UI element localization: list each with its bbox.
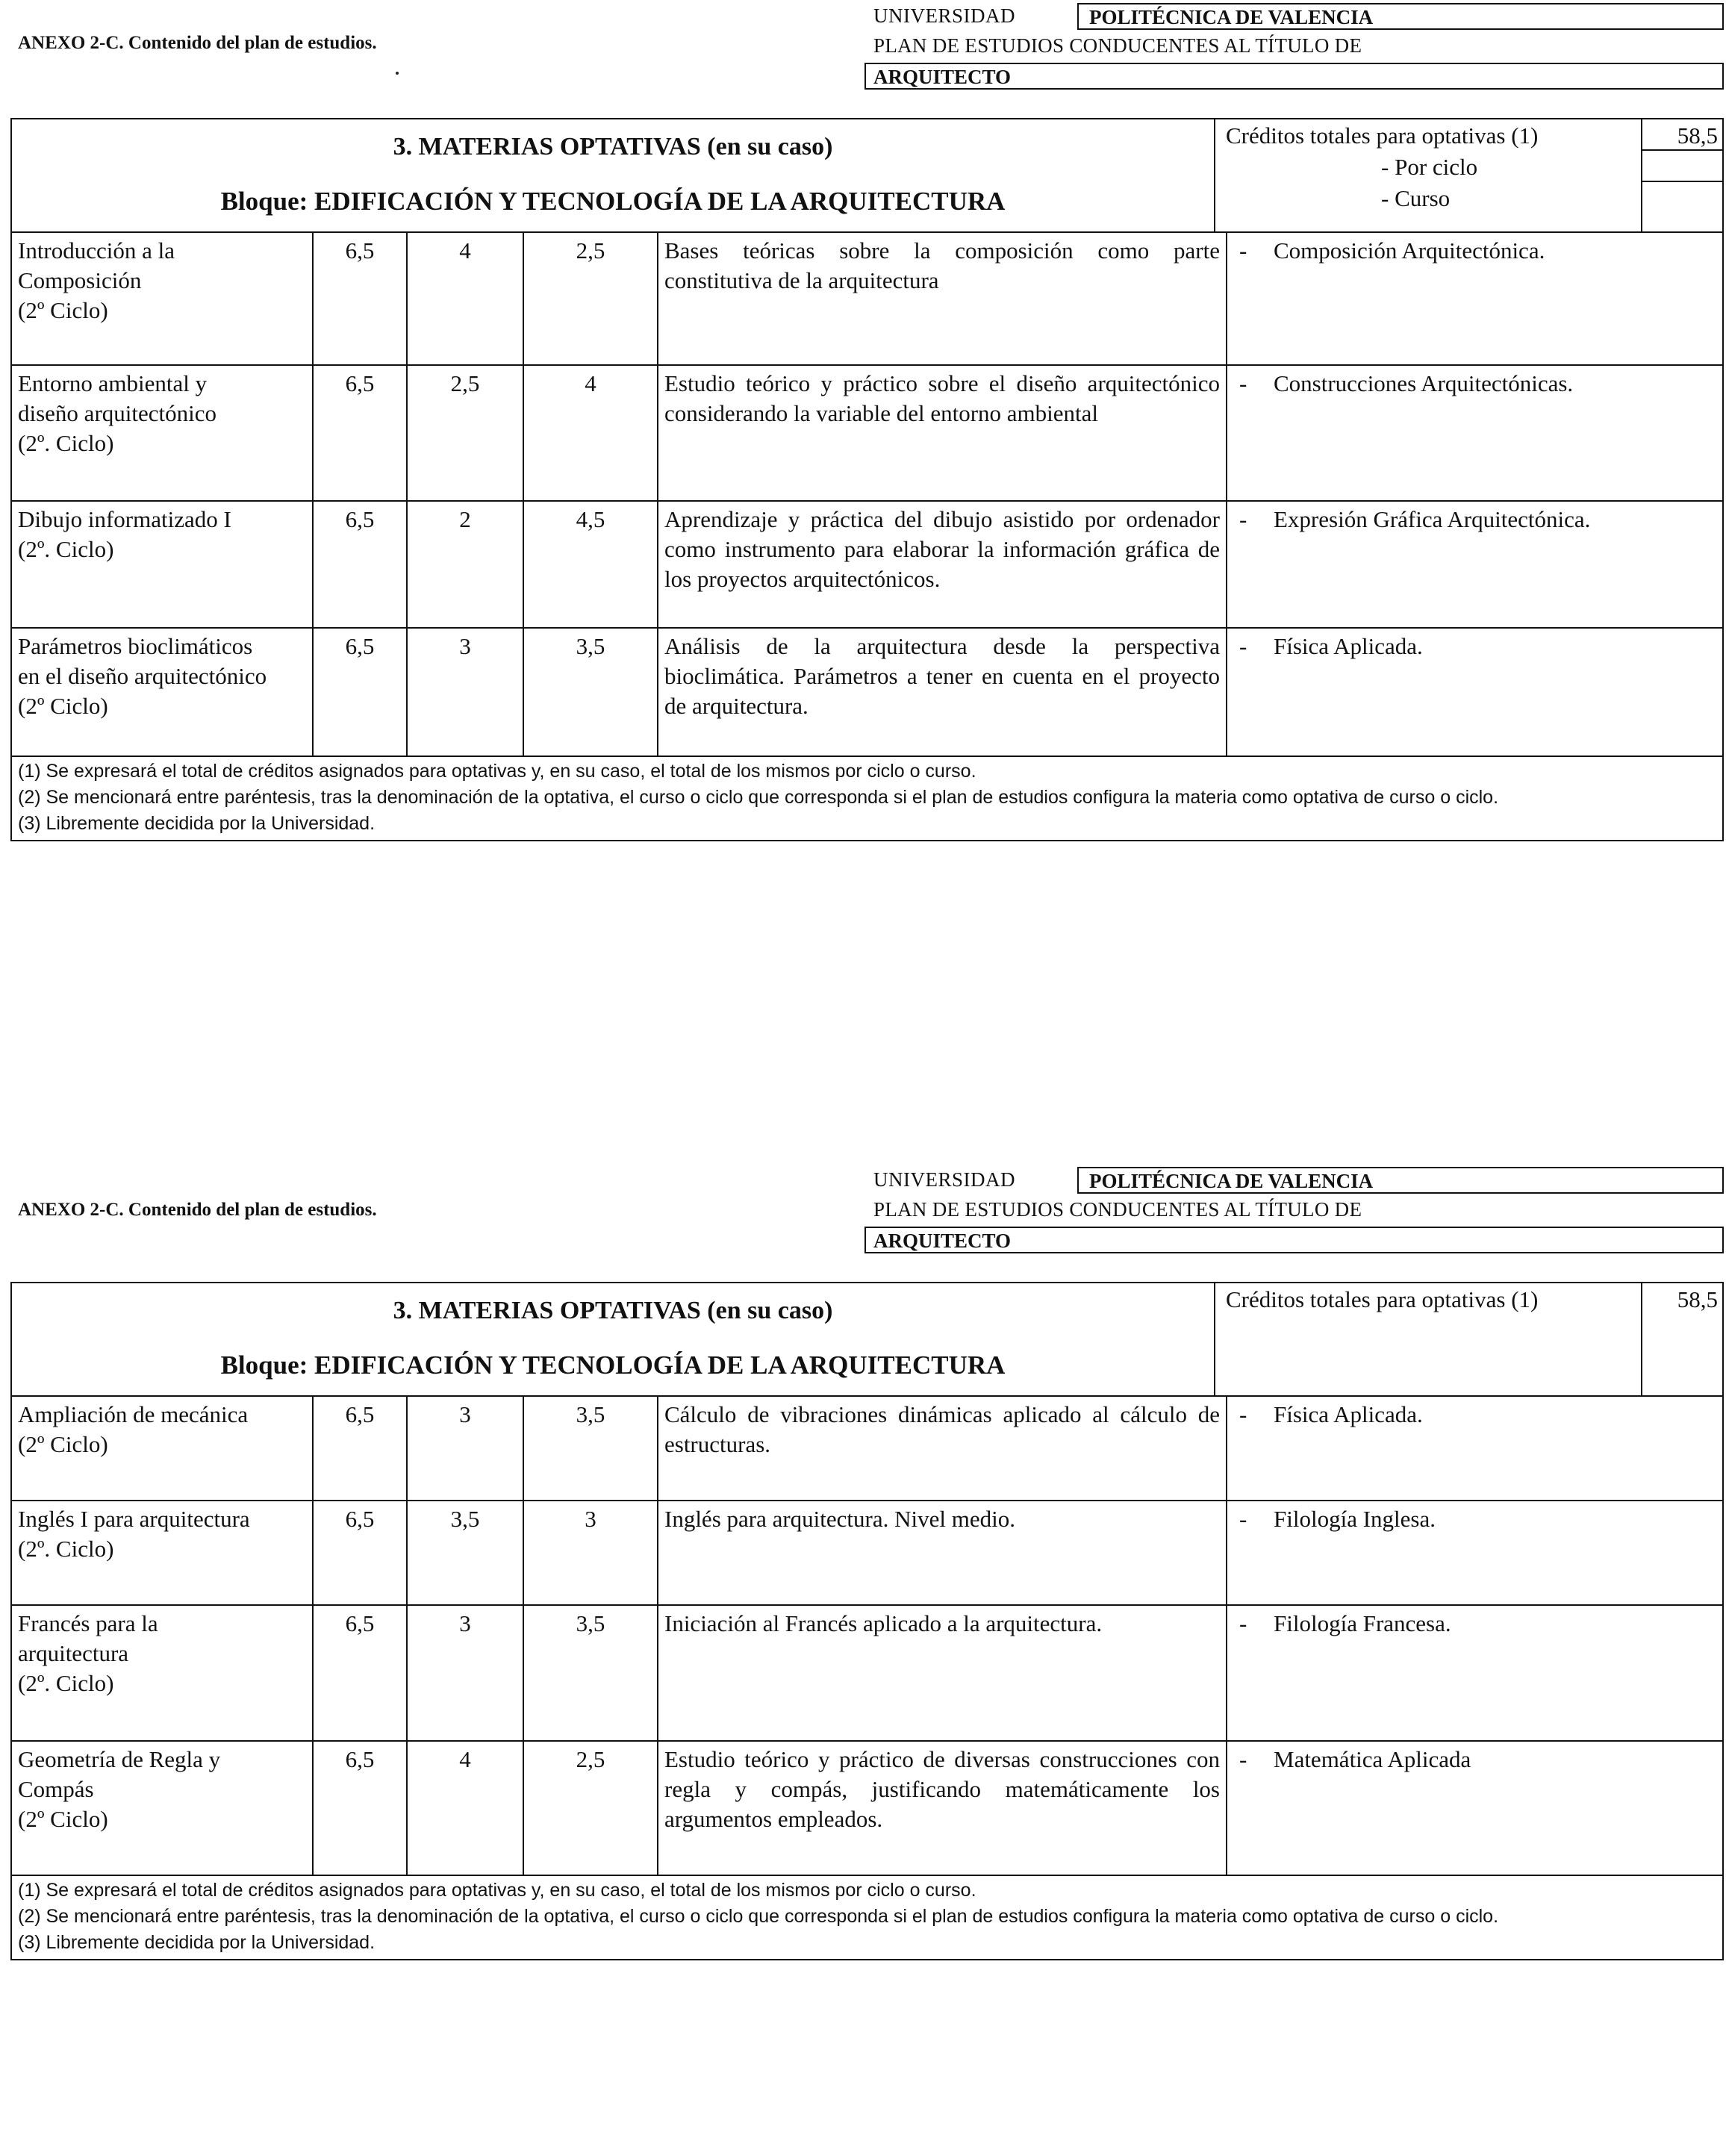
credits-value-cell: [1642, 119, 1722, 231]
subject-name-line: Dibujo informatizado I: [18, 506, 231, 532]
total-credits: 6,5: [314, 1501, 408, 1604]
credits-label: Créditos totales para optativas (1): [1226, 122, 1539, 149]
practice-credits: 4: [524, 366, 658, 500]
per-cycle-label: - Por ciclo: [1381, 154, 1478, 180]
block-title: Bloque: EDIFICACIÓN Y TECNOLOGÍA DE LA ARQUITECTURA: [220, 187, 1006, 216]
subject-name-line: (2º. Ciclo): [18, 430, 114, 456]
credits-value: 58,5: [1677, 1286, 1718, 1312]
subject-description: Estudio teórico y práctico de diversas construcciones con regla y compás, justificando matemáticamente los argumentos empleados.: [658, 1742, 1227, 1875]
total-credits: 6,5: [314, 366, 408, 500]
subject-description: Estudio teórico y práctico sobre el diseño arquitectónico considerando la variable del entorno ambiental: [658, 366, 1227, 500]
subject-name: [12, 629, 314, 755]
knowledge-area-text: Expresión Gráfica Arquitectónica.: [1274, 506, 1591, 532]
table-header: [12, 119, 1722, 233]
bullet-dash: -: [1239, 370, 1247, 396]
credits-label-cell: [1215, 119, 1642, 231]
knowledge-area: [1227, 1606, 1722, 1740]
subject-name-line: (2º. Ciclo): [18, 1536, 114, 1562]
subject-name-line: Introducción a la: [18, 237, 175, 264]
subject-name-line: Composición: [18, 267, 142, 293]
knowledge-area: [1227, 1397, 1722, 1500]
section-title-main: 3. MATERIAS OPTATIVAS: [393, 1297, 701, 1324]
total-credits: 6,5: [314, 1397, 408, 1500]
knowledge-area-text: Matemática Aplicada: [1274, 1746, 1471, 1772]
subject-name-line: (2º Ciclo): [18, 297, 108, 323]
theory-credits: 3: [408, 1397, 524, 1500]
section-heading: [12, 1283, 1215, 1395]
section-heading: [12, 119, 1215, 231]
table-row: [12, 1397, 1722, 1501]
annex-heading: ANEXO 2-C. Contenido del plan de estudios.: [18, 1200, 377, 1220]
per-course-label: - Curso: [1381, 185, 1451, 211]
document-page-1: [0, 0, 1726, 992]
university-label: UNIVERSIDAD: [873, 4, 1015, 27]
practice-credits: 3,5: [524, 1397, 658, 1500]
knowledge-area: [1227, 366, 1722, 500]
subject-name-line: (2º Ciclo): [18, 1431, 108, 1457]
subject-name: [12, 1397, 314, 1500]
knowledge-area-text: Filología Francesa.: [1274, 1610, 1451, 1636]
credits-value-cell: [1642, 1283, 1722, 1395]
table-header: [12, 1283, 1722, 1397]
practice-credits: 4,5: [524, 502, 658, 627]
theory-credits: 2: [408, 502, 524, 627]
bullet-dash: -: [1239, 1401, 1247, 1427]
university-label: UNIVERSIDAD: [873, 1168, 1015, 1191]
bullet-dash: -: [1239, 1746, 1247, 1772]
practice-credits: 3: [524, 1501, 658, 1604]
subject-name-line: en el diseño arquitectónico: [18, 663, 267, 689]
section-title: [12, 133, 1214, 161]
footnote: (1) Se expresará el total de créditos asignados para optativas y, en su caso, el total de los mismos por ciclo o curso.: [18, 761, 976, 782]
subject-name-line: (2º. Ciclo): [18, 1670, 114, 1696]
subject-name-line: (2º Ciclo): [18, 1806, 108, 1832]
table-row: [12, 629, 1722, 757]
subject-name: [12, 1501, 314, 1604]
stray-mark: [396, 72, 399, 75]
subject-name: [12, 1742, 314, 1875]
practice-credits: 2,5: [524, 1742, 658, 1875]
subject-name-line: diseño arquitectónico: [18, 400, 216, 426]
subject-name: [12, 1606, 314, 1740]
section-title-sub: (en su caso): [707, 1297, 833, 1324]
divider: [1642, 149, 1722, 151]
subject-name-line: Inglés I para arquitectura: [18, 1506, 250, 1532]
table-row: [12, 1606, 1722, 1742]
table-row: [12, 233, 1722, 366]
bullet-dash: -: [1239, 1610, 1247, 1636]
footnotes: [12, 1876, 1722, 1959]
knowledge-area-text: Construcciones Arquitectónicas.: [1274, 370, 1574, 396]
total-credits: 6,5: [314, 1742, 408, 1875]
footnote: (3) Libremente decidida por la Universidad.: [18, 1932, 376, 1953]
table-row: [12, 1501, 1722, 1606]
section-title-main: 3. MATERIAS OPTATIVAS: [393, 133, 701, 161]
annex-heading: ANEXO 2-C. Contenido del plan de estudios.: [18, 33, 377, 53]
table-row: [12, 502, 1722, 629]
subject-description: Análisis de la arquitectura desde la perspectiva bioclimática. Parámetros a tener en cuenta en el proyecto de arquitectura.: [658, 629, 1227, 755]
subjects-table: [10, 1282, 1724, 1960]
section-title-sub: (en su caso): [707, 133, 833, 161]
university-name-box: POLITÉCNICA DE VALENCIA: [1077, 1167, 1724, 1194]
subject-name-line: Ampliación de mecánica: [18, 1401, 249, 1427]
knowledge-area-text: Física Aplicada.: [1274, 633, 1423, 659]
knowledge-area: [1227, 629, 1722, 755]
bullet-dash: -: [1239, 1506, 1247, 1532]
practice-credits: 3,5: [524, 1606, 658, 1740]
plan-label: PLAN DE ESTUDIOS CONDUCENTES AL TÍTULO DE: [873, 34, 1362, 57]
knowledge-area-text: Composición Arquitectónica.: [1274, 237, 1545, 264]
total-credits: 6,5: [314, 1606, 408, 1740]
subject-name-line: arquitectura: [18, 1640, 129, 1666]
practice-credits: 2,5: [524, 233, 658, 364]
footnote: (1) Se expresará el total de créditos asignados para optativas y, en su caso, el total de los mismos por ciclo o curso.: [18, 1880, 976, 1901]
footnote: (3) Libremente decidida por la Universidad.: [18, 813, 376, 834]
document-page-2: [0, 1164, 1726, 2156]
block-title: Bloque: EDIFICACIÓN Y TECNOLOGÍA DE LA ARQUITECTURA: [220, 1350, 1006, 1380]
subject-description: Inglés para arquitectura. Nivel medio.: [658, 1501, 1227, 1604]
credits-label: Créditos totales para optativas (1): [1226, 1286, 1539, 1312]
subject-name: [12, 502, 314, 627]
total-credits: 6,5: [314, 629, 408, 755]
subjects-table: [10, 118, 1724, 841]
table-row: [12, 366, 1722, 502]
credits-label-cell: [1215, 1283, 1642, 1395]
theory-credits: 3: [408, 629, 524, 755]
subject-description: Cálculo de vibraciones dinámicas aplicado al cálculo de estructuras.: [658, 1397, 1227, 1500]
subject-name-line: Entorno ambiental y: [18, 370, 208, 396]
knowledge-area: [1227, 1742, 1722, 1875]
bullet-dash: -: [1239, 506, 1247, 532]
degree-title-box: ARQUITECTO: [864, 63, 1724, 90]
divider: [1642, 181, 1722, 182]
degree-title-box: ARQUITECTO: [864, 1227, 1724, 1253]
subject-description: Iniciación al Francés aplicado a la arquitectura.: [658, 1606, 1227, 1740]
table-row: [12, 1742, 1722, 1876]
bullet-dash: -: [1239, 237, 1247, 264]
theory-credits: 3,5: [408, 1501, 524, 1604]
theory-credits: 4: [408, 1742, 524, 1875]
subject-name-line: (2º Ciclo): [18, 693, 108, 719]
theory-credits: 3: [408, 1606, 524, 1740]
theory-credits: 2,5: [408, 366, 524, 500]
subject-name: [12, 233, 314, 364]
subject-name-line: Geometría de Regla y: [18, 1746, 221, 1772]
subject-name-line: Francés para la: [18, 1610, 158, 1636]
subject-description: Aprendizaje y práctica del dibujo asistido por ordenador como instrumento para elaborar la información gráfica de los proyectos arquitectónicos.: [658, 502, 1227, 627]
knowledge-area: [1227, 1501, 1722, 1604]
subject-name: [12, 366, 314, 500]
total-credits: 6,5: [314, 502, 408, 627]
total-credits: 6,5: [314, 233, 408, 364]
footnote: (2) Se mencionará entre paréntesis, tras la denominación de la optativa, el curso o ciclo que corresponda si el plan de estudios configura la materia como optativa de curso o ciclo.: [18, 1906, 1499, 1927]
plan-label: PLAN DE ESTUDIOS CONDUCENTES AL TÍTULO DE: [873, 1198, 1362, 1221]
theory-credits: 4: [408, 233, 524, 364]
university-name-box: POLITÉCNICA DE VALENCIA: [1077, 3, 1724, 30]
knowledge-area: [1227, 502, 1722, 627]
subject-name-line: (2º. Ciclo): [18, 536, 114, 562]
knowledge-area-text: Física Aplicada.: [1274, 1401, 1423, 1427]
subject-description: Bases teóricas sobre la composición como parte constitutiva de la arquitectura: [658, 233, 1227, 364]
knowledge-area-text: Filología Inglesa.: [1274, 1506, 1436, 1532]
bullet-dash: -: [1239, 633, 1247, 659]
practice-credits: 3,5: [524, 629, 658, 755]
footnotes: [12, 757, 1722, 840]
credits-value: 58,5: [1677, 122, 1718, 149]
section-title: [12, 1297, 1214, 1325]
subject-name-line: Compás: [18, 1776, 94, 1802]
subject-name-line: Parámetros bioclimáticos: [18, 633, 253, 659]
knowledge-area: [1227, 233, 1722, 364]
footnote: (2) Se mencionará entre paréntesis, tras la denominación de la optativa, el curso o ciclo que corresponda si el plan de estudios configura la materia como optativa de curso o ciclo.: [18, 787, 1499, 808]
